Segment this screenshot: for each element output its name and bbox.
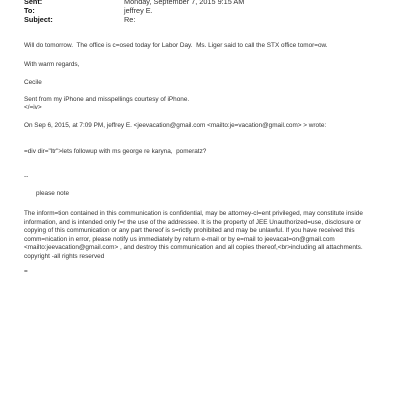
subject-value: Re:	[124, 15, 136, 24]
sent-value: Monday, September 7, 2015 9:15 AM	[124, 0, 245, 6]
body-line-1: Will do tomorrow. The office is c=osed today for Labor Day. Ms. Liger said to call the STX office tomor=ow.	[24, 42, 328, 49]
trailing-equals: =	[24, 268, 28, 275]
signature-name: Cecile	[24, 79, 42, 86]
please-note: please note	[36, 190, 70, 197]
quoted-message: =div dir="ltr">lets followup with ms george re karyna, pomeratz?	[24, 148, 207, 155]
regards-line: With warm regards,	[24, 61, 80, 68]
to-label: To:	[24, 6, 35, 15]
separator-dashes: --	[24, 173, 29, 180]
sent-from-line: Sent from my iPhone and misspellings courtesy of iPhone.	[24, 96, 190, 103]
div-close-line: </=iv>	[24, 104, 42, 111]
disclaimer-text: The inform=tion contained in this communication is confidential, may be attorney-cl=ent privileged, may constitute inside information, and is intended only f=r the use of the addressee. It is the property of JEE Unauthorized=use, disclosure or copying of this communication or any part thereof is s=rictly prohibited and may be unlawful. If you have received this comm=nication in error, please notify us immediately by return e-mail or by e=mail to jeevacat=on@gmail.com <mailto:jeevacation@gmail.com> , and destroy this communication and all copies thereof,<br>including all attachments. copyright -all rights reserved	[24, 210, 365, 260]
sent-label: Sent:	[24, 0, 43, 6]
to-value: jeffrey E.	[124, 6, 153, 15]
subject-label: Subject:	[24, 15, 53, 24]
quoted-header: On Sep 6, 2015, at 7:09 PM, jeffrey E. <jeevacation@gmail.com <mailto:je=vacation@gmail.com> > wrote:	[24, 122, 327, 129]
